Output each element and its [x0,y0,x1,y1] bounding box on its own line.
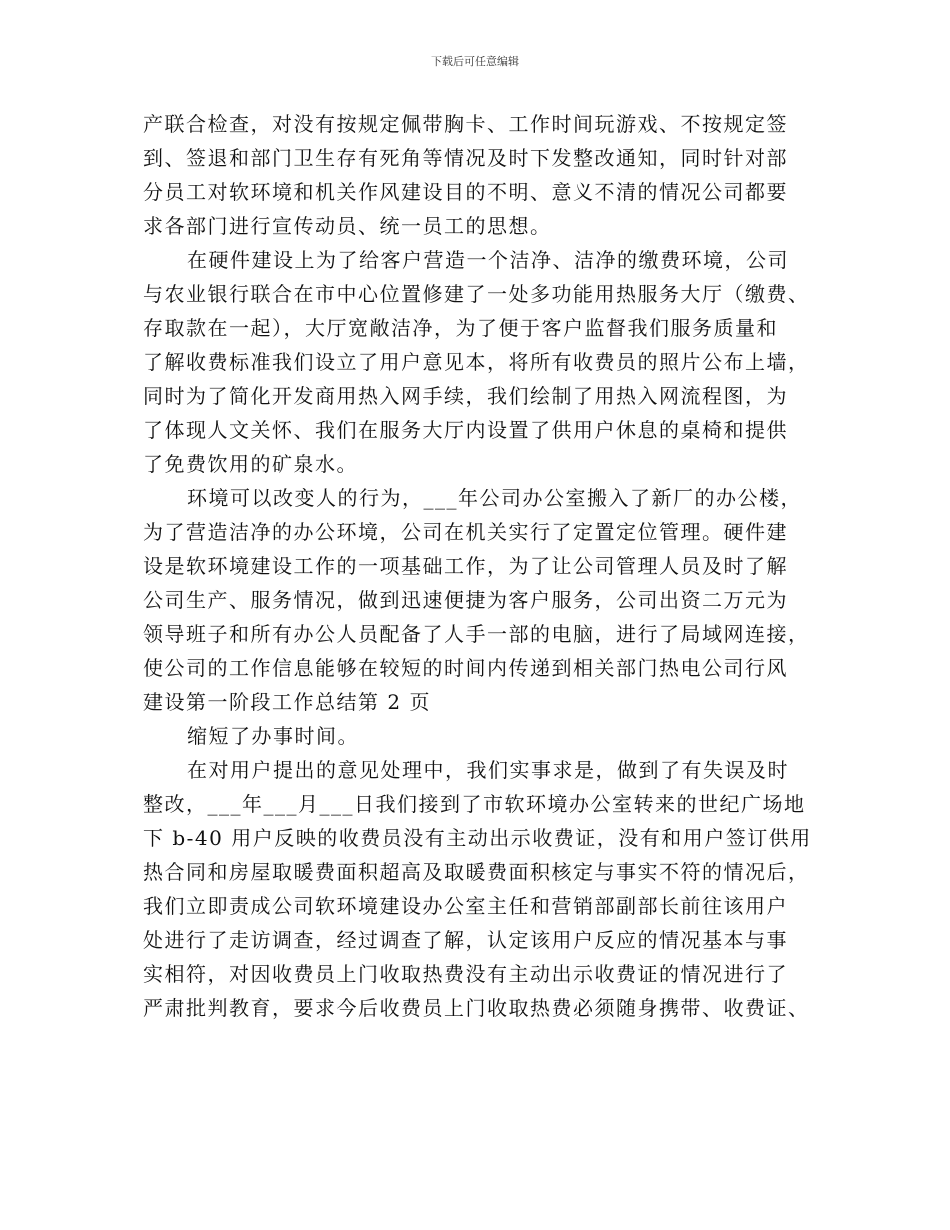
text-line: 了免费饮用的矿泉水。 [143,452,358,476]
body-text [143,107,823,1025]
text-line: 求各部门进行宣传动员、统一员工的思想。 [143,214,552,238]
text-line: 设是软环境建设工作的一项基础工作，为了让公司管理人员及时了解 [143,554,788,578]
page-header: 下载后可任意编辑 [431,55,519,68]
text-line: 环境可以改变人的行为，___年公司办公室搬入了新厂的办公楼， [187,486,802,510]
text-line: 同时为了简化开发商用热入网手续，我们绘制了用热入网流程图，为 [143,384,788,408]
text-line: 与农业银行联合在市中心位置修建了一处多功能用热服务大厅（缴费、 [143,282,810,306]
text-line: 产联合检查，对没有按规定佩带胸卡、工作时间玩游戏、不按规定签 [143,112,788,136]
text-line: 在对用户提出的意见处理中，我们实事求是，做到了有失误及时 [187,758,789,782]
text-line: 建设第一阶段工作总结第 2 页 [143,690,431,714]
text-line: 分员工对软环境和机关作风建设目的不明、意义不清的情况公司都要 [143,180,788,204]
text-line: 使公司的工作信息能够在较短的时间内传递到相关部门热电公司行风 [143,656,788,680]
text-line: 存取款在一起），大厅宽敞洁净，为了便于客户监督我们服务质量和 [143,316,778,340]
text-line: 整改，___年___月___日我们接到了市软环境办公室转来的世纪广场地 [143,792,806,816]
text-line: 公司生产、服务情况，做到迅速便捷为客户服务，公司出资二万元为 [143,588,788,612]
text-line: 下 b-40 用户反映的收费员没有主动出示收费证，没有和用户签订供用 [143,826,812,850]
text-line: 处进行了走访调查，经过调查了解，认定该用户反应的情况基本与事 [143,928,788,952]
text-line: 热合同和房屋取暖费面积超高及取暖费面积核定与事实不符的情况后， [143,860,810,884]
text-line: 了解收费标准我们设立了用户意见本，将所有收费员的照片公布上墙， [143,350,810,374]
text-line: 缩短了办事时间。 [187,724,359,748]
text-line: 严肃批判教育，要求今后收费员上门收取热费必须随身携带、收费证、 [143,996,810,1020]
text-line: 为了营造洁净的办公环境，公司在机关实行了定置定位管理。硬件建 [143,520,788,544]
text-line: 实相符，对因收费员上门收取热费没有主动出示收费证的情况进行了 [143,962,788,986]
text-line: 领导班子和所有办公人员配备了人手一部的电脑，进行了局域网连接， [143,622,810,646]
text-line: 在硬件建设上为了给客户营造一个洁净、洁净的缴费环境，公司 [187,248,789,272]
text-line: 到、签退和部门卫生存有死角等情况及时下发整改通知，同时针对部 [143,146,788,170]
text-line: 我们立即责成公司软环境建设办公室主任和营销部副部长前往该用户 [143,894,788,918]
text-line: 了体现人文关怀、我们在服务大厅内设置了供用户休息的桌椅和提供 [143,418,788,442]
